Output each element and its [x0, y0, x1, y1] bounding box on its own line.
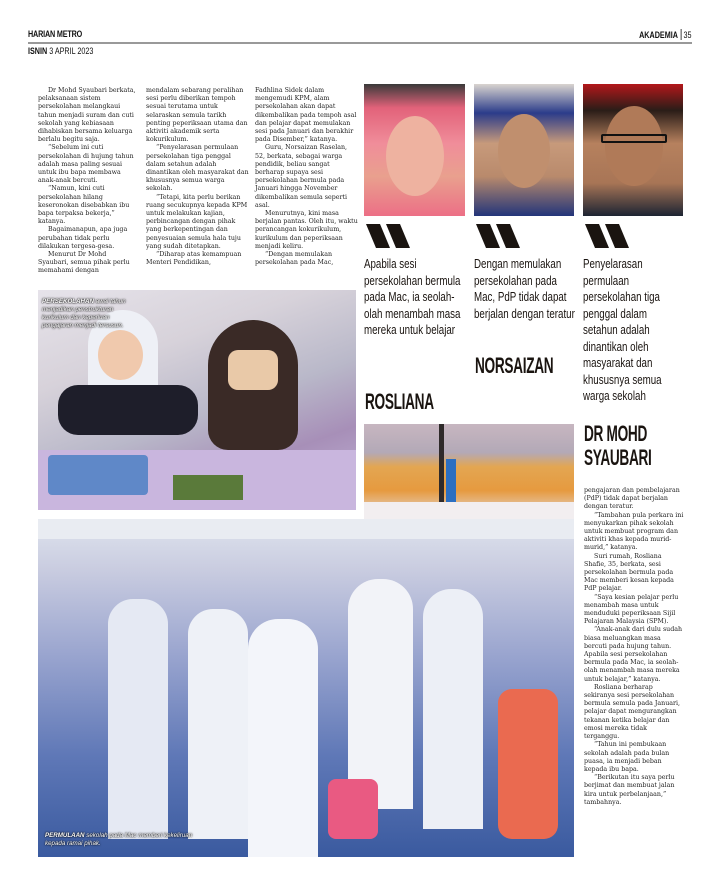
paragraph: “Tambahan pula perkara ini menyukarkan pihak sekolah untuk membuat program dan aktiviti khas kepada murid-murid,” katanya.: [584, 511, 684, 552]
paragraph: “Namun, kini cuti persekolahan hilang keseronokan disebabkan ibu bapa terpaksa bekerja,” katanya.: [38, 185, 130, 226]
issue-day: ISNIN: [28, 46, 48, 56]
pull-quote-text: Dengan memulakan persekolahan pada Mac, PdP tidak dapat berjalan dengan teratur: [474, 257, 575, 321]
paragraph: “Tahun ini pembukaan sekolah adalah pada bulan puasa, ia menjadi beban kepada ibu bapa.: [584, 741, 670, 773]
paragraph: “Penyelarasan permulaan persekolahan tiga penggal dalam setahun adalah dinantikan oleh masyarakat dan khususnya semua warga sekolah.: [146, 144, 249, 193]
publication-name: HARIAN METRO: [28, 29, 83, 39]
paragraph: “Sebelum ini cuti persekolahan di hujung tahun adalah masa paling sesuai untuk ibu bapa membawa anak-anak bercuti.: [38, 144, 134, 185]
caption-text: sekolah pada Mac memberi kekeliruan kepada ramai pihak.: [45, 832, 193, 847]
photo-students-assembly: [38, 519, 574, 857]
section-header: [640, 29, 692, 40]
paragraph: “Berikutan itu saya perlu berjimat dan membuat jalan kira untuk perbelanjaan,” tambahnya.: [584, 774, 675, 806]
paragraph: Dr Mohd Syaubari berkata, pelaksanaan sistem persekolahan melangkaui tahun menjadi suram dan cuti sekolah yang kebiasaan dihabiskan bersama keluarga berlalu begitu saja.: [38, 87, 136, 144]
paragraph: Suri rumah, Rosliana Shafie, 35, berkata, sesi persekolahan bermula pada Mac memberi kesan kepada PdP pelajar.: [584, 552, 674, 593]
paragraph: “Tetapi, kita perlu berikan ruang secukupnya kepada KPM untuk melakukan kajian, perbincangan dengan pihak yang berkepentingan dan penyesuaian semula hala tuju yang sudah ditetapkan.: [146, 193, 248, 250]
quote-mark-icon: [476, 224, 526, 248]
pull-quote-name: ROSLIANA: [365, 389, 434, 414]
paragraph: “Dengan memulakan persekolahan pada Mac,: [255, 251, 334, 267]
pull-quote-name: DR MOHD SYAUBARI: [584, 421, 652, 470]
section-divider: [681, 29, 682, 40]
article-column-2: [146, 87, 250, 267]
header-rule: [28, 42, 692, 44]
portrait-norsaizan: [474, 84, 574, 216]
portrait-rosliana: [364, 84, 465, 216]
pull-quote-text: Penyelarasan permulaan persekolahan tiga penggal dalam setahun adalah dinantikan oleh masyarakat dan khususnya semua warga sekolah: [583, 257, 662, 403]
photo-caption-2: [45, 832, 205, 848]
page-number: 35: [683, 29, 692, 40]
pull-quote-text: Apabila sesi persekolahan bermula pada Mac, ia seolah-olah menambah masa mereka untuk belajar: [364, 257, 461, 337]
article-column-4: [584, 487, 684, 807]
issue-date-text: 3 APRIL 2023: [49, 46, 94, 56]
paragraph: Rosliana berharap sekiranya sesi persekolahan bermula semula pada Januari, pelajar dapat mengurangkan tekanan ketika belajar dan emosi mereka tidak terganggu.: [584, 683, 681, 741]
portrait-dr-mohd-syaubari: [583, 84, 683, 216]
quote-mark-icon: [585, 224, 635, 248]
caption-text: awal tahun menjadikan penstrukturan kurikulum dan keperluan pengajaran menjadi tersusun.: [42, 298, 126, 329]
caption-lead: PERMULAAN: [45, 832, 85, 839]
section-name: AKADEMIA: [639, 29, 679, 40]
caption-lead: PERSEKOLAHAN: [42, 298, 94, 305]
paragraph: Menurut Dr Mohd Syaubari, semua pihak perlu memahami dengan: [38, 251, 130, 275]
paragraph: “Diharap atas kemampuan Menteri Pendidikan,: [146, 251, 242, 267]
paragraph: mendalam sebarang peralihan sesi perlu diberikan tempoh sesuai terutama untuk selaraskan semula tarikh penting peperiksaan utama dan aktiviti akademik serta kokurikulum.: [146, 87, 248, 144]
pull-quote-name: NORSAIZAN: [475, 353, 554, 378]
article-column-3: [255, 87, 358, 267]
photo-caption-1: [42, 298, 132, 330]
article-column-1: [38, 87, 138, 276]
paragraph: Menurutnya, kini masa berjalan pantas. Oleh itu, waktu perancangan kokurikulum, kurikulum dan peperiksaan menjadi keliru.: [255, 210, 358, 250]
paragraph: pengajaran dan pembelajaran (PdP) tidak dapat berjalan dengan teratur.: [584, 487, 680, 511]
paragraph: Bagaimanapun, apa juga perubahan tidak perlu dilakukan tergesa-gesa.: [38, 226, 128, 250]
quote-mark-icon: [366, 224, 416, 248]
issue-date: [28, 46, 93, 56]
paragraph: Guru, Norsaizan Raselan, 52, berkata, sebagai warga pendidik, beliau sangat berharap supaya sesi persekolahan bermula pada Januari hingga November dikembalikan semula seperti asal.: [255, 144, 348, 209]
photo-school-hall: [364, 424, 574, 519]
paragraph: Fadhlina Sidek dalam mengemudi KPM, alam persekolahan akan dapat dikembalikan pada tempoh asal dan pelajar dapat memulakan sesi pada Januari dan berakhir pada Disember,” katanya.: [255, 87, 357, 144]
paragraph: “Anak-anak dari dulu sudah biasa meluangkan masa bercuti pada hujung tahun. Apabila sesi persekolahan bermula pada Mac, ia seolah-olah menambah masa mereka untuk belajar,” katanya.: [584, 626, 683, 683]
paragraph: “Saya kesian pelajar perlu menambah masa untuk menduduki peperiksaan Sijil Pelajaran Malaysia (SPM).: [584, 593, 679, 626]
